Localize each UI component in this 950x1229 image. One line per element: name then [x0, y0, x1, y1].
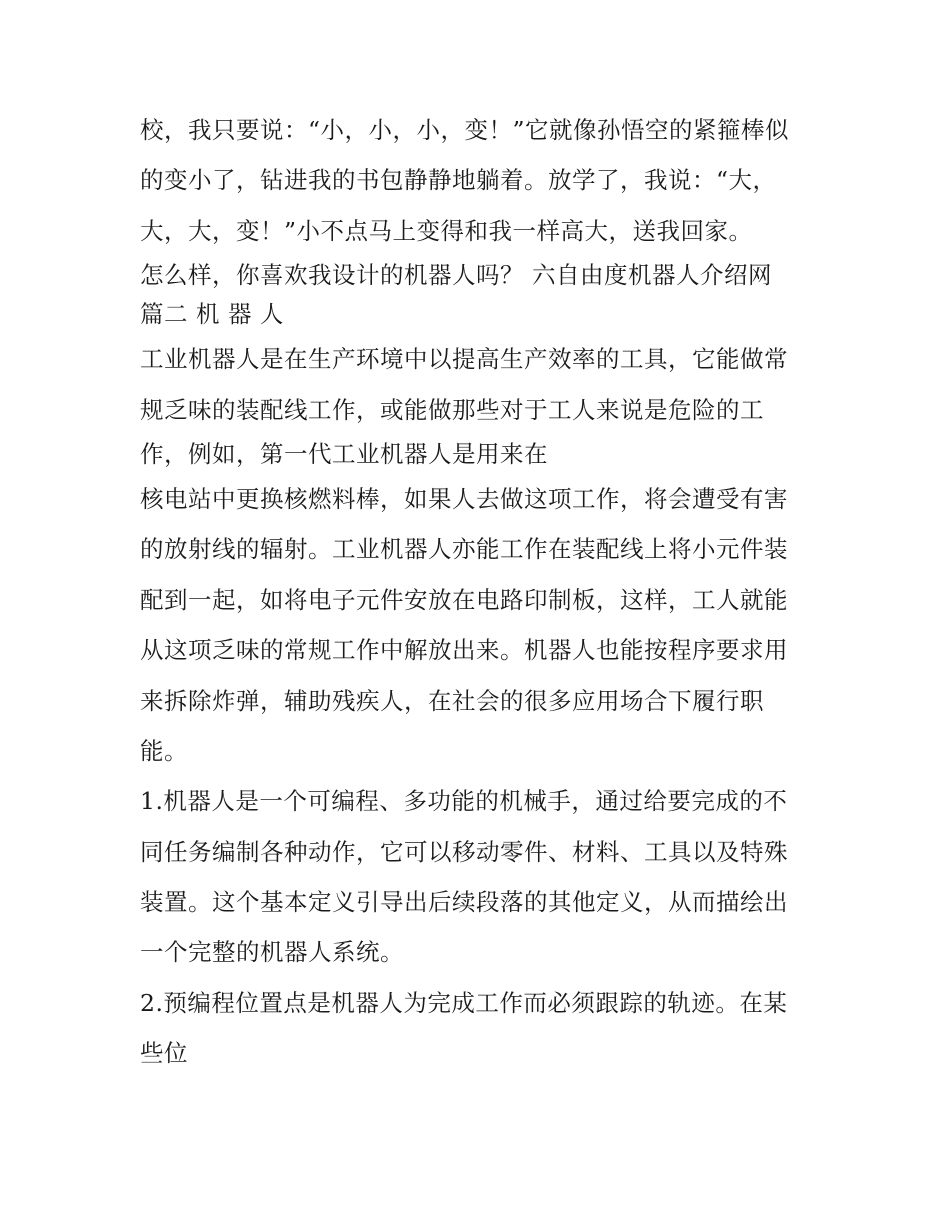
text-line: 配到一起，如将电子元件安放在电路印制板，这样，工人就能 [140, 585, 788, 614]
text-line: 同任务编制各种动作，它可以移动零件、材料、工具以及特殊 [140, 837, 788, 866]
list-item-2-line: 2.预编程位置点是机器人为完成工作而必须跟踪的轨迹。在某 [140, 988, 788, 1017]
text-line: 从这项乏味的常规工作中解放出来。机器人也能按程序要求用 [140, 636, 788, 665]
text-line: 一个完整的机器人系统。 [140, 938, 404, 967]
text-line: 些位 [140, 1039, 188, 1068]
section-heading: 篇二 机 器 人 [140, 300, 284, 329]
text-line: 能。 [140, 736, 188, 765]
text-line: 核电站中更换核燃料棒，如果人去做这项工作，将会遭受有害 [140, 484, 788, 513]
text-line: 怎么样，你喜欢我设计的机器人吗？ 六自由度机器人介绍网 [140, 261, 772, 290]
text-line: 校，我只要说：“小，小，小，变！”它就像孙悟空的紧箍棒似 [140, 116, 790, 144]
text-line: 的变小了，钻进我的书包静静地躺着。放学了，我说：“大， [140, 166, 777, 195]
document-body [140, 105, 815, 1079]
text-line: 大，大，变！”小不点马上变得和我一样高大，送我回家。 [140, 216, 753, 245]
text-line: 工业机器人是在生产环境中以提高生产效率的工具，它能做常 [140, 345, 788, 374]
text-line: 作，例如，第一代工业机器人是用来在 [140, 439, 548, 468]
text-line: 装置。这个基本定义引导出后续段落的其他定义，从而描绘出 [140, 888, 788, 917]
text-line: 来拆除炸弹，辅助残疾人，在社会的很多应用场合下履行职 [140, 686, 764, 715]
list-item-1-line: 1.机器人是一个可编程、多功能的机械手，通过给要完成的不 [140, 787, 788, 816]
text-line: 规乏味的装配线工作，或能做那些对于工人来说是危险的工 [140, 395, 764, 424]
text-line: 的放射线的辐射。工业机器人亦能工作在装配线上将小元件装 [140, 535, 788, 564]
